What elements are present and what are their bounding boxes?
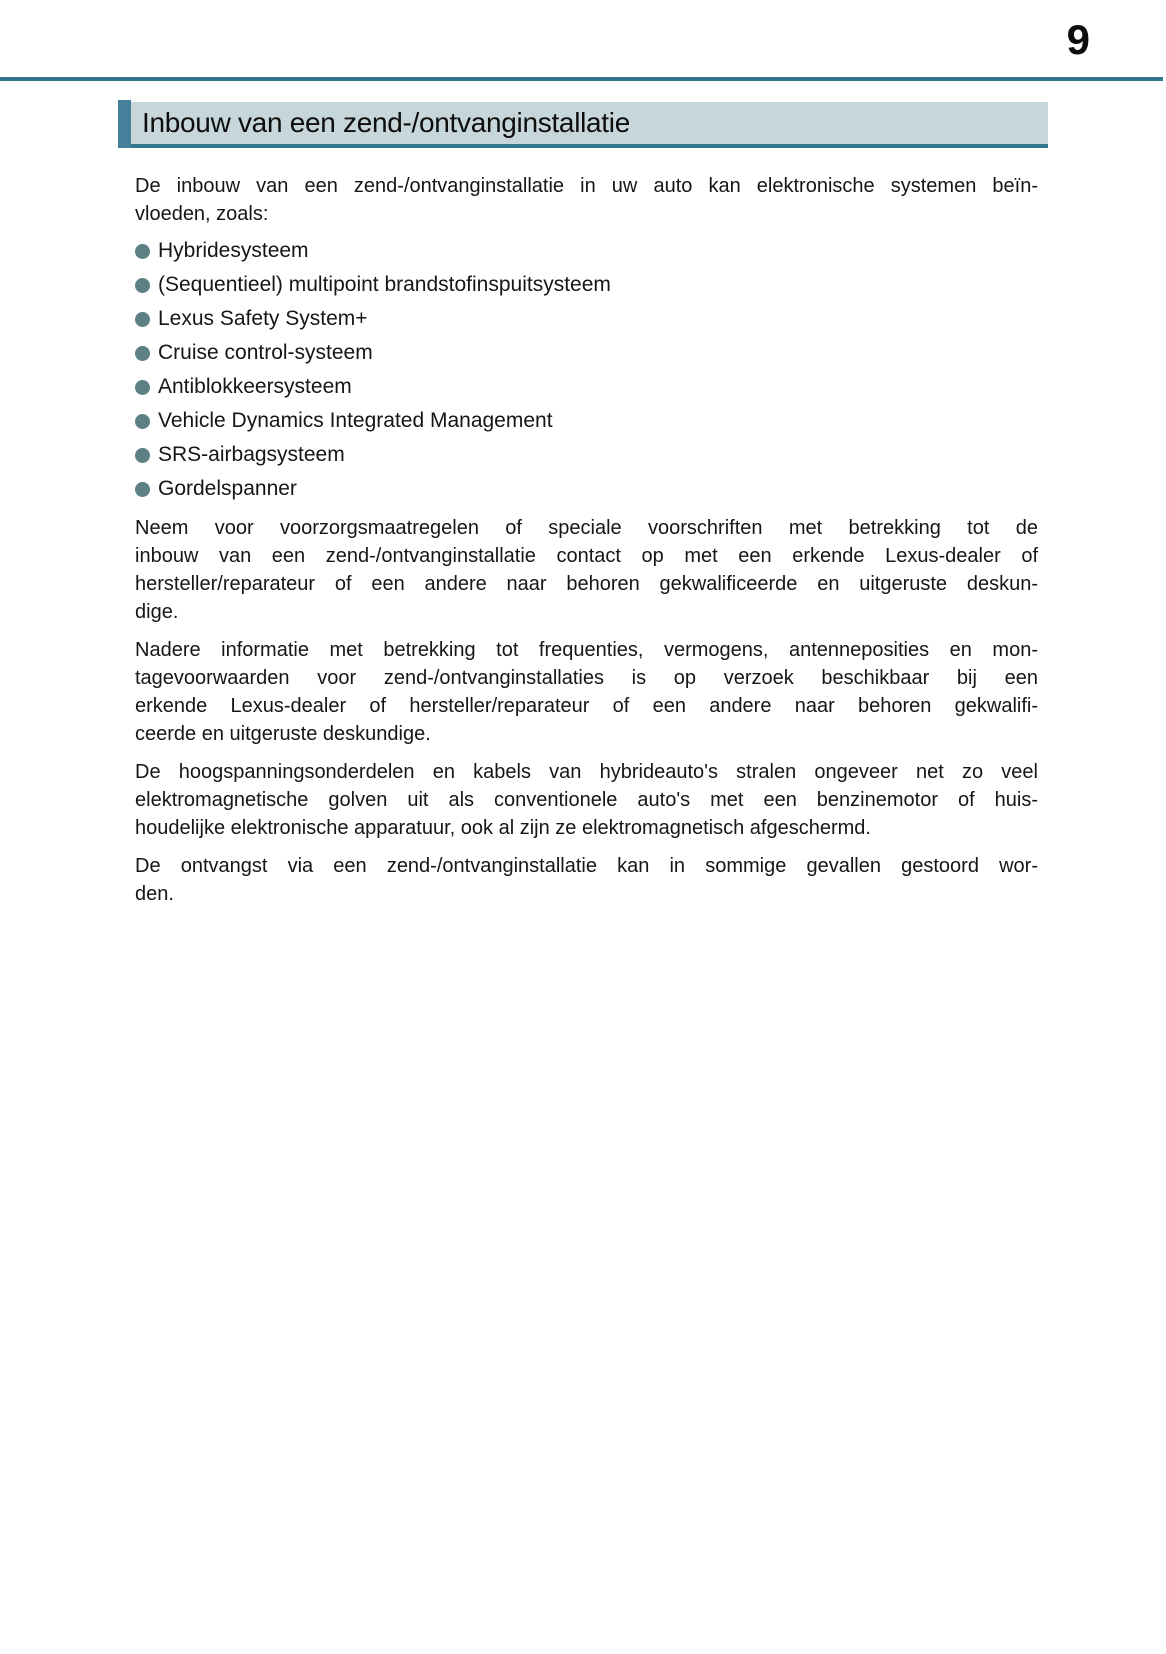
intro-paragraph [135, 172, 1038, 228]
text-line: Nadere informatie met betrekking tot frequenties, vermogens, antenneposities en mon- [135, 639, 1038, 661]
list-item [135, 268, 1038, 302]
list-item-label: Antiblokkeersysteem [158, 375, 352, 398]
text-line: De hoogspanningsonderdelen en kabels van hybrideauto's stralen ongeveer net zo veel [135, 761, 1038, 783]
list-item-label: (Sequentieel) multipoint brandstofinspuitsysteem [158, 273, 611, 296]
text-line: vloeden, zoals: [135, 203, 269, 225]
bullet-icon [135, 278, 150, 293]
bullet-icon [135, 380, 150, 395]
text-line: hersteller/reparateur of een andere naar behoren gekwalificeerde en uitgeruste deskun- [135, 573, 1038, 595]
text-line: De inbouw van een zend-/ontvanginstallatie in uw auto kan elektronische systemen beïn- [135, 175, 1038, 197]
text-line: den. [135, 883, 174, 905]
text-line: dige. [135, 601, 179, 623]
list-item-label: Cruise control-systeem [158, 341, 373, 364]
header-rule [0, 77, 1163, 81]
list-item-label: Hybridesysteem [158, 239, 309, 262]
list-item [135, 370, 1038, 404]
paragraph [135, 852, 1038, 908]
bullet-icon [135, 312, 150, 327]
list-item-label: Vehicle Dynamics Integrated Management [158, 409, 553, 432]
section-title-bar [118, 102, 1048, 148]
list-item [135, 336, 1038, 370]
paragraph [135, 758, 1038, 842]
text-line: elektromagnetische golven uit als conventionele auto's met een benzinemotor of huis- [135, 789, 1038, 811]
list-item-label: Gordelspanner [158, 477, 297, 500]
list-item-label: SRS-airbagsysteem [158, 443, 345, 466]
bullet-icon [135, 244, 150, 259]
body-paragraphs [135, 514, 1038, 908]
list-item [135, 234, 1038, 268]
page-number: 9 [1066, 16, 1090, 63]
text-line: tagevoorwaarden voor zend-/ontvanginstallaties is op verzoek beschikbaar bij een [135, 667, 1038, 689]
bullet-icon [135, 346, 150, 361]
list-item [135, 438, 1038, 472]
title-accent-bar [118, 100, 131, 148]
text-line: Neem voor voorzorgsmaatregelen of speciale voorschriften met betrekking tot de [135, 517, 1038, 539]
affected-systems-list [135, 234, 1038, 506]
text-line: inbouw van een zend-/ontvanginstallatie contact op met een erkende Lexus-dealer of [135, 545, 1038, 567]
list-item [135, 404, 1038, 438]
paragraph [135, 636, 1038, 748]
paragraph [135, 514, 1038, 626]
page-content [135, 162, 1038, 908]
bullet-icon [135, 482, 150, 497]
list-item [135, 302, 1038, 336]
text-line: erkende Lexus-dealer of hersteller/reparateur of een andere naar behoren gekwalifi- [135, 695, 1038, 717]
text-line: De ontvangst via een zend-/ontvanginstallatie kan in sommige gevallen gestoord wor- [135, 855, 1038, 877]
bullet-icon [135, 414, 150, 429]
text-line: ceerde en uitgeruste deskundige. [135, 723, 431, 745]
bullet-icon [135, 448, 150, 463]
list-item-label: Lexus Safety System+ [158, 307, 368, 330]
section-title: Inbouw van een zend-/ontvanginstallatie [142, 107, 630, 138]
list-item [135, 472, 1038, 506]
text-line: houdelijke elektronische apparatuur, ook al zijn ze elektromagnetisch afgeschermd. [135, 817, 871, 839]
